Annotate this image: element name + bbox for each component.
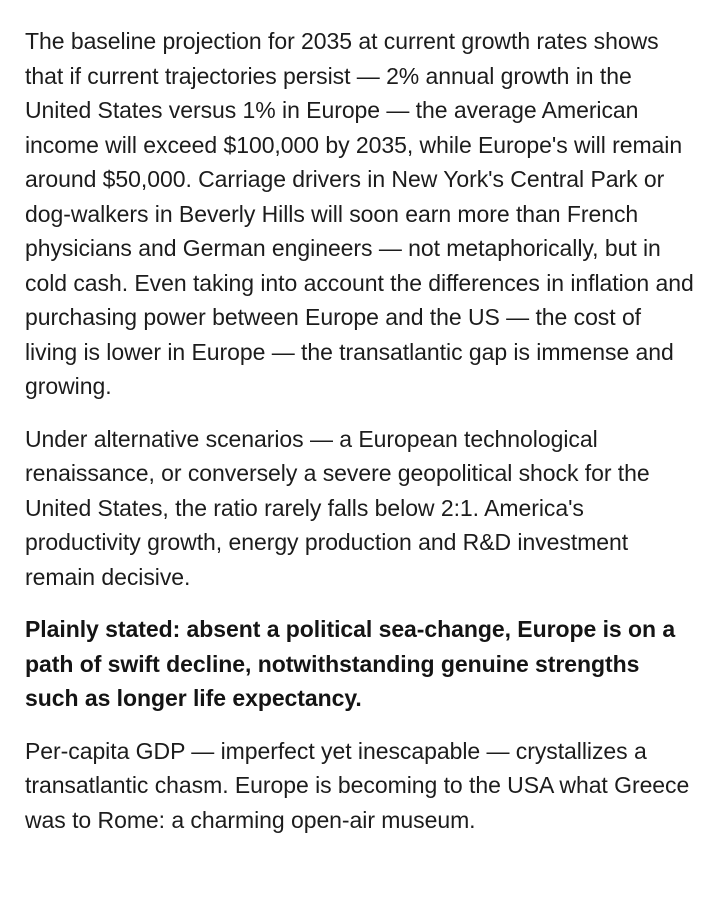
paragraph-plainly-stated: Plainly stated: absent a political sea-change, Europe is on a path of swift decline, notwithstanding genuine strengths such as longer life expectancy.: [25, 616, 676, 711]
paragraph-alternative-scenarios: Under alternative scenarios — a European technological renaissance, or conversely a severe geopolitical shock for the United States, the ratio rarely falls below 2:1. America's productivity growth, energy production and R&D investment remain decisive.: [25, 425, 650, 590]
paragraph-baseline-projection: The baseline projection for 2035 at current growth rates shows that if current trajectories persist — 2% annual growth in the United States versus 1% in Europe — the average American income will exceed $100,000 by 2035, while Europe's will remain around $50,000. Carriage drivers in New York's Central Park or dog-walkers in Beverly Hills will soon earn more than French physicians and German engineers — not metaphorically, but in cold cash. Even taking into account the differences in inflation and purchasing power between Europe and the US — the cost of living is lower in Europe — the transatlantic gap is immense and growing.: [25, 28, 694, 399]
paragraph-per-capita-gdp: Per-capita GDP — imperfect yet inescapable — crystallizes a transatlantic chasm. Europe is becoming to the USA what Greece was to Rome: a charming open-air museum.: [25, 737, 690, 833]
article-body: [25, 24, 697, 855]
